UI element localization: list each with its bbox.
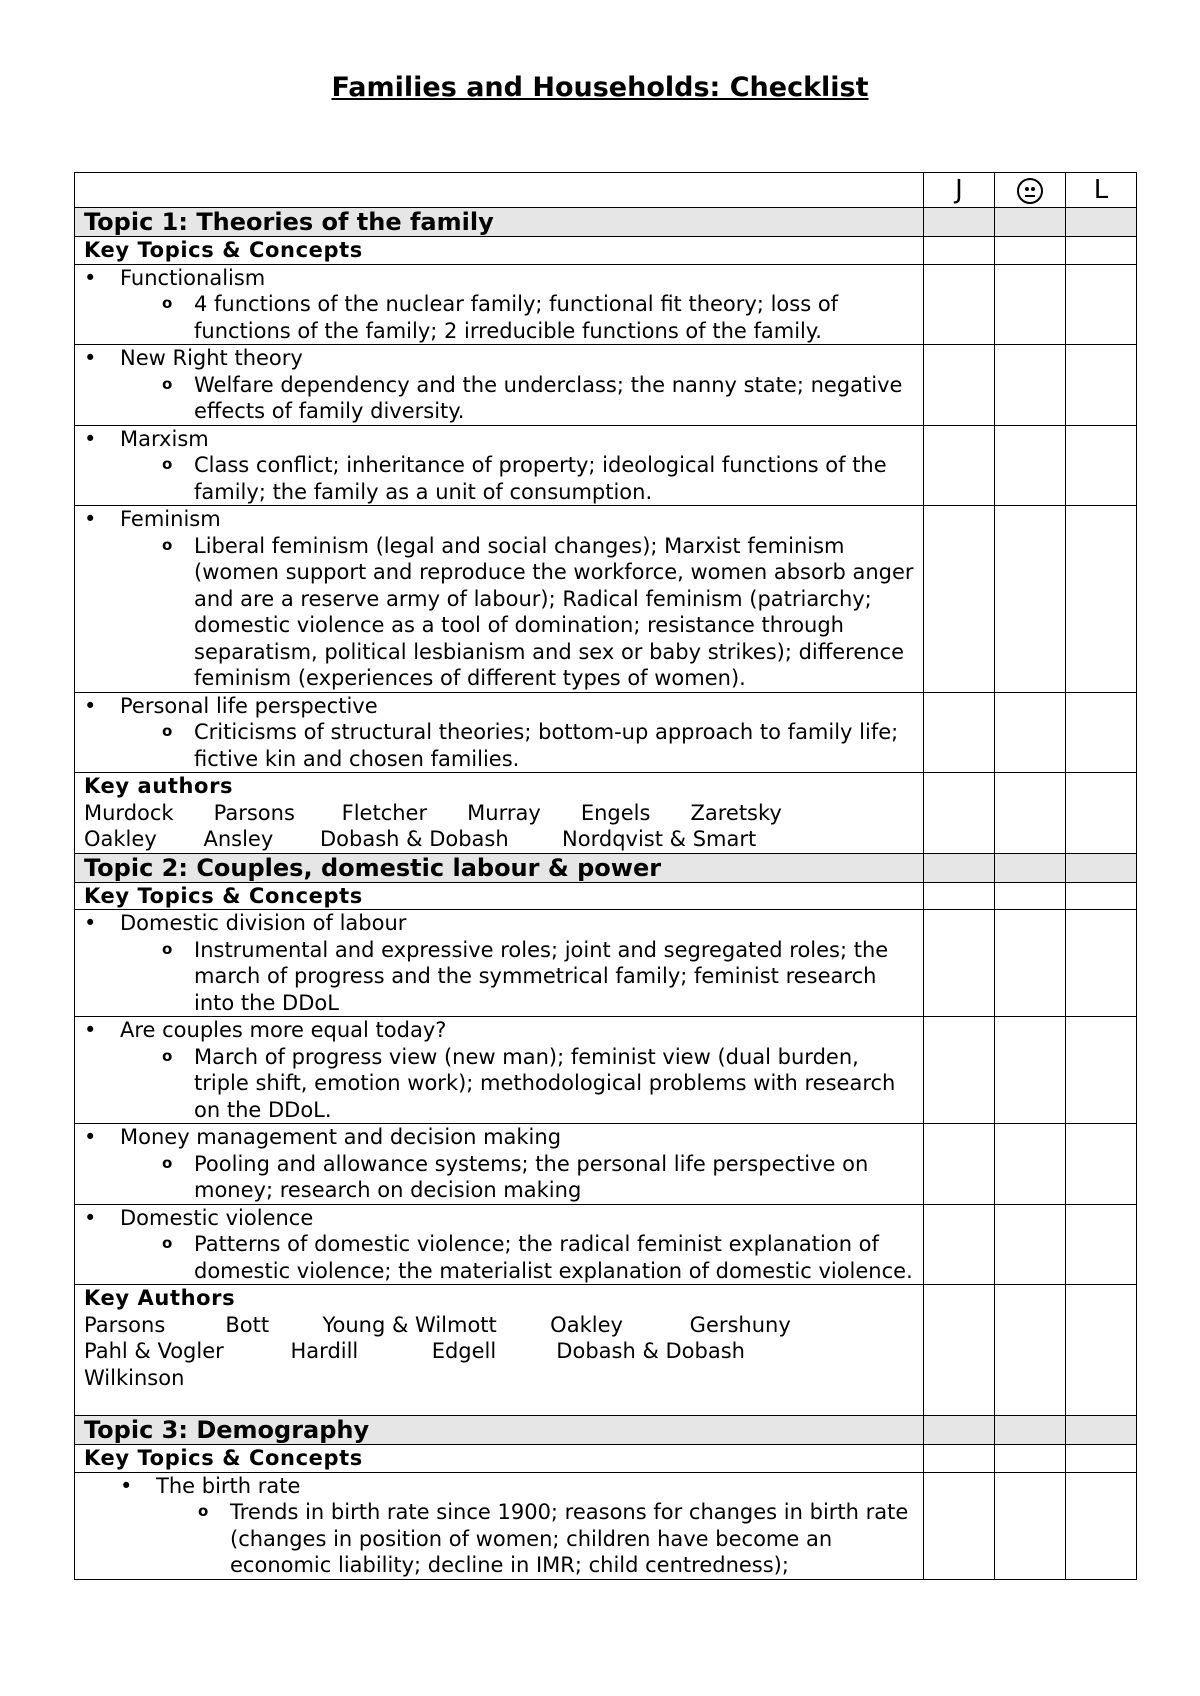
- check-cell[interactable]: [995, 1445, 1066, 1473]
- check-cell[interactable]: [924, 1416, 995, 1445]
- check-cell[interactable]: [995, 208, 1066, 237]
- check-cell[interactable]: [1066, 425, 1137, 506]
- authors-line: Murdock Parsons Fletcher Murray Engels Zaretsky: [84, 800, 782, 825]
- check-cell[interactable]: [924, 1285, 995, 1416]
- topic-item-row: [75, 506, 1137, 693]
- topic-title: Topic 1: Theories of the family: [75, 208, 924, 237]
- check-cell[interactable]: [995, 345, 1066, 426]
- item-cell: [75, 1472, 924, 1579]
- check-cell[interactable]: [995, 1017, 1066, 1124]
- item-bullet: • Are couples more equal today?: [84, 1017, 914, 1044]
- item-cell: [75, 1017, 924, 1124]
- topic-item-row: [75, 1472, 1137, 1579]
- check-cell[interactable]: [995, 1124, 1066, 1205]
- item-bullet: • The birth rate: [84, 1473, 914, 1500]
- topic-item-row: [75, 692, 1137, 773]
- subheading-row: [75, 882, 1137, 910]
- topic-title: Topic 2: Couples, domestic labour & power: [75, 853, 924, 882]
- check-cell[interactable]: [924, 773, 995, 854]
- authors-line: Parsons Bott Young & Wilmott Oakley Gershuny: [84, 1312, 791, 1337]
- item-cell: [75, 1204, 924, 1285]
- topic-item-row: [75, 264, 1137, 345]
- topic-row: [75, 853, 1137, 882]
- check-cell[interactable]: [924, 1017, 995, 1124]
- key-topics-label: Key Topics & Concepts: [75, 882, 924, 910]
- header-row: [75, 173, 1137, 208]
- check-cell[interactable]: [995, 910, 1066, 1017]
- check-cell[interactable]: [1066, 1445, 1137, 1473]
- item-cell: [75, 345, 924, 426]
- check-cell[interactable]: [995, 1472, 1066, 1579]
- key-topics-label: Key Topics & Concepts: [75, 237, 924, 265]
- authors-cell: [75, 773, 924, 854]
- header-blank-cell: [75, 173, 924, 208]
- item-bullet: • Marxism: [84, 426, 914, 453]
- check-cell[interactable]: [1066, 692, 1137, 773]
- check-cell[interactable]: [1066, 237, 1137, 265]
- check-cell[interactable]: [924, 264, 995, 345]
- item-detail: o Class conflict; inheritance of property; ideological functions of the family; the family as a unit of consumption.: [84, 452, 914, 505]
- check-cell[interactable]: [924, 208, 995, 237]
- topic-row: [75, 208, 1137, 237]
- checklist-table: [74, 172, 1137, 1580]
- item-detail: o Criticisms of structural theories; bottom-up approach to family life; fictive kin and chosen families.: [84, 719, 914, 772]
- item-cell: [75, 264, 924, 345]
- check-cell[interactable]: [1066, 345, 1137, 426]
- check-cell[interactable]: [1066, 910, 1137, 1017]
- check-cell[interactable]: [1066, 1017, 1137, 1124]
- item-cell: [75, 506, 924, 693]
- authors-label: Key Authors: [84, 1286, 236, 1310]
- item-detail: o Pooling and allowance systems; the personal life perspective on money; research on decision making: [84, 1151, 914, 1204]
- check-cell[interactable]: [995, 882, 1066, 910]
- check-cell[interactable]: [924, 1204, 995, 1285]
- item-bullet: • Personal life perspective: [84, 693, 914, 720]
- check-cell[interactable]: [924, 1472, 995, 1579]
- check-cell[interactable]: [995, 425, 1066, 506]
- header-happy: J: [924, 173, 995, 208]
- check-cell[interactable]: [1066, 882, 1137, 910]
- header-neutral: [995, 173, 1066, 208]
- check-cell[interactable]: [1066, 1472, 1137, 1579]
- check-cell[interactable]: [1066, 208, 1137, 237]
- check-cell[interactable]: [924, 882, 995, 910]
- item-detail: o Patterns of domestic violence; the radical feminist explanation of domestic violence; the materialist explanation of domestic violence.: [84, 1231, 914, 1284]
- subheading-row: [75, 237, 1137, 265]
- check-cell[interactable]: [995, 1416, 1066, 1445]
- item-detail: o Welfare dependency and the underclass; the nanny state; negative effects of family diversity.: [84, 372, 914, 425]
- check-cell[interactable]: [1066, 506, 1137, 693]
- authors-label: Key authors: [84, 774, 234, 798]
- page-title: Families and Households: Checklist: [331, 72, 869, 103]
- item-cell: [75, 692, 924, 773]
- check-cell[interactable]: [995, 1204, 1066, 1285]
- item-detail: o 4 functions of the nuclear family; functional fit theory; loss of functions of the family; 2 irreducible functions of the family.: [84, 291, 914, 344]
- topic-title: Topic 3: Demography: [75, 1416, 924, 1445]
- check-cell[interactable]: [995, 506, 1066, 693]
- item-bullet: • Functionalism: [84, 265, 914, 292]
- check-cell[interactable]: [995, 1285, 1066, 1416]
- check-cell[interactable]: [1066, 773, 1137, 854]
- topic-item-row: [75, 1204, 1137, 1285]
- check-cell[interactable]: [995, 853, 1066, 882]
- check-cell[interactable]: [1066, 1124, 1137, 1205]
- check-cell[interactable]: [924, 237, 995, 265]
- check-cell[interactable]: [1066, 1204, 1137, 1285]
- authors-line: Oakley Ansley Dobash & Dobash Nordqvist & Smart: [84, 827, 757, 851]
- neutral-face-icon: [1017, 178, 1043, 204]
- check-cell[interactable]: [924, 1124, 995, 1205]
- check-cell[interactable]: [995, 692, 1066, 773]
- topic-item-row: [75, 345, 1137, 426]
- check-cell[interactable]: [1066, 853, 1137, 882]
- item-bullet: • Money management and decision making: [84, 1124, 914, 1151]
- check-cell[interactable]: [924, 910, 995, 1017]
- topic-row: [75, 1416, 1137, 1445]
- check-cell[interactable]: [924, 1445, 995, 1473]
- item-cell: [75, 425, 924, 506]
- key-topics-label: Key Topics & Concepts: [75, 1445, 924, 1473]
- authors-line: Wilkinson: [84, 1365, 185, 1390]
- item-detail: o March of progress view (new man); feminist view (dual burden, triple shift, emotion work); methodological problems with research on the DDoL.: [84, 1044, 914, 1124]
- item-detail: o Instrumental and expressive roles; joint and segregated roles; the march of progress and the symmetrical family; feminist research into the DDoL: [84, 937, 914, 1017]
- check-cell[interactable]: [924, 506, 995, 693]
- item-cell: [75, 910, 924, 1017]
- item-detail: o Liberal feminism (legal and social changes); Marxist feminism (women support and reproduce the workforce, women absorb anger and are a reserve army of labour); Radical feminism (patriarchy; domestic violence as a tool of domination; resistance through separatism, political lesbianism and sex or baby strikes); difference feminism (experiences of different types of women).: [84, 533, 914, 692]
- topic-item-row: [75, 1017, 1137, 1124]
- check-cell[interactable]: [995, 773, 1066, 854]
- check-cell[interactable]: [924, 692, 995, 773]
- item-bullet: • Feminism: [84, 506, 914, 533]
- subheading-row: [75, 1445, 1137, 1473]
- check-cell[interactable]: [995, 237, 1066, 265]
- header-sad: L: [1066, 173, 1137, 208]
- item-bullet: • New Right theory: [84, 345, 914, 372]
- authors-row: [75, 1285, 1137, 1416]
- authors-row: [75, 773, 1137, 854]
- authors-cell: [75, 1285, 924, 1416]
- topic-item-row: [75, 425, 1137, 506]
- topic-item-row: [75, 1124, 1137, 1205]
- check-cell[interactable]: [1066, 1416, 1137, 1445]
- check-cell[interactable]: [924, 853, 995, 882]
- check-cell[interactable]: [924, 425, 995, 506]
- check-cell[interactable]: [1066, 1285, 1137, 1416]
- item-cell: [75, 1124, 924, 1205]
- item-bullet: • Domestic violence: [84, 1205, 914, 1232]
- check-cell[interactable]: [924, 345, 995, 426]
- item-detail: o Trends in birth rate since 1900; reasons for changes in birth rate (changes in position of women; children have become an economic liability; decline in IMR; child centredness);: [84, 1499, 914, 1579]
- check-cell[interactable]: [995, 264, 1066, 345]
- topic-item-row: [75, 910, 1137, 1017]
- item-bullet: • Domestic division of labour: [84, 910, 914, 937]
- authors-line: Pahl & Vogler Hardill Edgell Dobash & Dobash: [84, 1339, 745, 1363]
- check-cell[interactable]: [1066, 264, 1137, 345]
